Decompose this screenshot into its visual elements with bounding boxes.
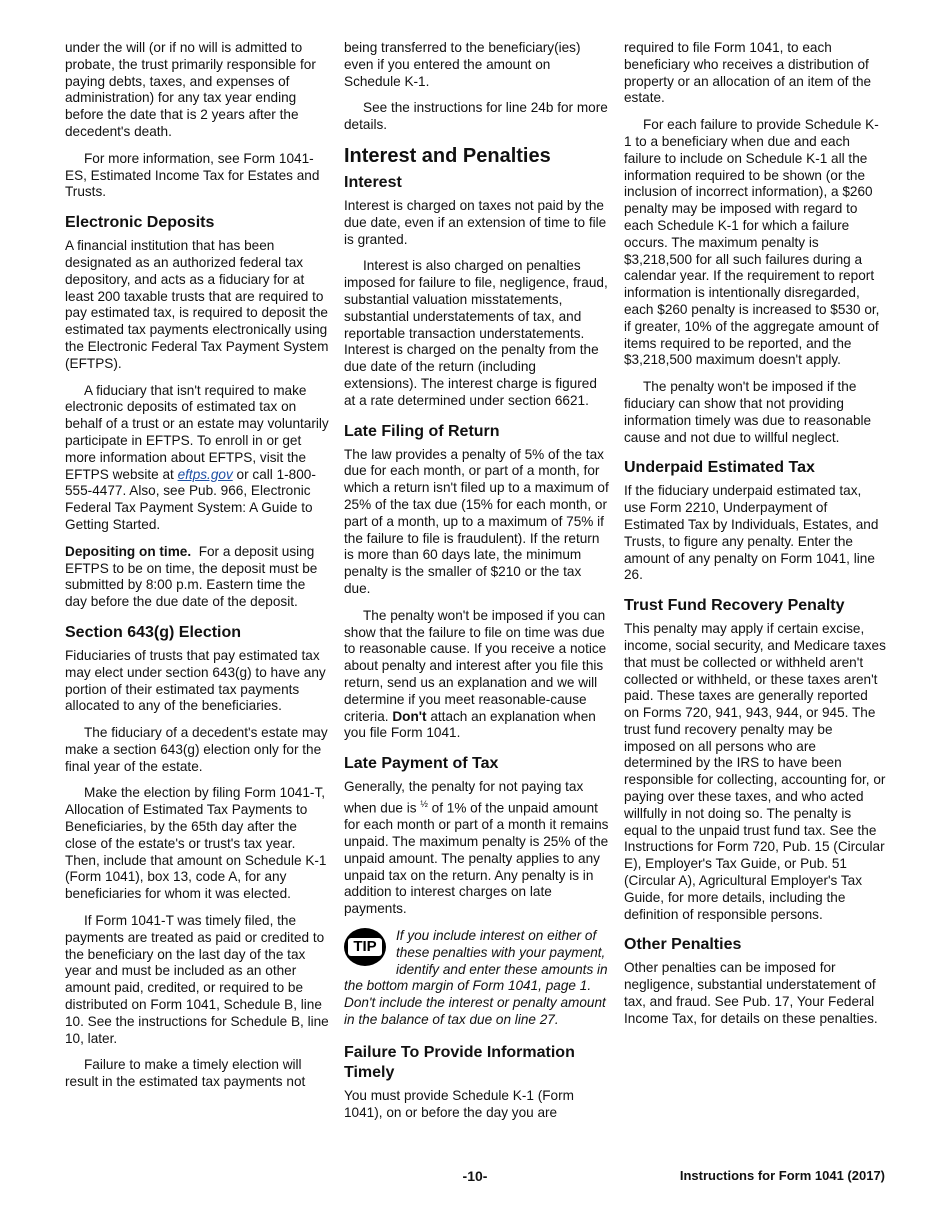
heading-trust-fund-recovery: Trust Fund Recovery Penalty — [624, 597, 845, 615]
heading-failure-to-provide: Failure To Provide Information Timely — [344, 1043, 575, 1081]
heading-underpaid-estimated-tax: Underpaid Estimated Tax — [624, 459, 815, 477]
heading-electronic-deposits: Electronic Deposits — [65, 214, 215, 232]
paragraph: Fiduciaries of trusts that pay estimated tax may elect under section 643(g) to have any portion of their estimated tax payments allocated to any of the beneficiaries. — [65, 647, 326, 714]
paragraph: Other penalties can be imposed for negligence, substantial understatement of tax, and fraud. See Pub. 17, Your Federal Income Tax, for details on these penalties. — [624, 960, 878, 1026]
heading-interest-and-penalties: Interest and Penalties — [344, 144, 551, 167]
paragraph: being transferred to the beneficiary(ies) even if you entered the amount on Schedule K-1. — [344, 40, 581, 89]
paragraph: required to file Form 1041, to each beneficiary who receives a distribution of property or an allocation of an item of the estate. — [624, 40, 872, 106]
paragraph: For each failure to provide Schedule K-1 to a beneficiary when due and each failure to include on Schedule K-1 all the information required to be shown (or the inclusion of incorrect information), a $260 penalty may be imposed with regard to each Schedule K-1 for which a failure occurs. The maximum penalty is $3,218,500 for all such failures during a calendar year. If the requirement to report information is intentionally disregarded, each $260 penalty is increased to $530 or, if greater, 10% of the aggregate amount of items required to be reported, and the $3,218,500 maximum doesn't apply. — [624, 117, 880, 368]
paragraph: The penalty won't be imposed if the fiduciary can show that not providing information timely was due to reasonable cause and not due to willful neglect. — [624, 379, 872, 445]
tip-box — [344, 928, 609, 1029]
paragraph: See the instructions for line 24b for more details. — [344, 100, 608, 133]
paragraph: This penalty may apply if certain excise, income, social security, and Medicare taxes that must be collected or withheld aren't collected or withheld, or these taxes aren't paid. These taxes are generally reported on Forms 720, 941, 943, 944, or 945. The trust fund recovery penalty may be imposed on all persons who are determined by the IRS to have been responsible for collecting, accounting for, or paying over these taxes, and who acted willfully in not doing so. The penalty is equal to the unpaid trust fund tax. See the Instructions for Form 720, Pub. 15 (Circular E), Employer's Tax Guide, or Pub. 51 (Circular A), Agricultural Employer's Tax Guide, for more details, including the definition of responsible persons. — [624, 621, 886, 922]
paragraph: For more information, see Form 1041-ES, Estimated Income Tax for Estates and Trusts. — [65, 150, 320, 200]
paragraph: The law provides a penalty of 5% of the tax due for each month, or part of a month, for which a return isn't filed up to a maximum of 25% of the tax due (15% for each month, or part of a month, up to a maximum of 75% if the failure to file is fraudulent). If the return is more than 60 days late, the minimum penalty is the smaller of $210 or the tax due. — [344, 446, 609, 596]
paragraph — [65, 383, 330, 534]
document-title: Instructions for Form 1041 (2017) — [679, 1168, 885, 1183]
text: For a deposit using EFTPS to be on time, the deposit must be submitted by 8:00 p.m. Eastern time the day before the due date of the deposit. — [65, 543, 318, 610]
column-2 — [344, 40, 609, 1131]
run-in-heading: Depositing on time. — [65, 543, 192, 559]
text: attach an explanation when you file Form 1041. — [344, 708, 596, 741]
paragraph: Interest is charged on taxes not paid by the due date, even if an extension of time to file is granted. — [344, 197, 607, 247]
text: of 1% of the unpaid amount for each month or part of a month it remains unpaid. The maximum penalty is 25% of the unpaid amount. The penalty applies to any unpaid tax on the return. Any penalty is in addition to interest charges on late payments. — [344, 800, 609, 917]
page-number: -10- — [462, 1168, 488, 1184]
paragraph: Failure to make a timely election will result in the estimated tax payments not — [65, 1057, 306, 1090]
tip-text: If you include interest on either of these penalties with your payment, identify and enter these amounts in the bottom margin of Form 1041, page 1. Don't include the interest or penalty amount in the balance of tax due on line 27. — [344, 928, 608, 1027]
paragraph: If Form 1041-T was timely filed, the payments are treated as paid or credited to the beneficiary on the last day of the tax year and must be included as an other amount paid, credited, or required to be distributed on Form 1041, Schedule B, line 10. See the instructions for Schedule B, line 10, later. — [65, 913, 329, 1046]
column-1 — [65, 40, 330, 1101]
emphasis: Don't — [392, 708, 427, 724]
paragraph — [344, 608, 609, 742]
paragraph: Make the election by filing Form 1041-T, Allocation of Estimated Tax Payments to Beneficiaries, by the 65th day after the close of the estate's or trust's tax year. Then, include that amount on Schedule K-1 (Form 1041), box 13, code A, for any beneficiaries for whom it was elected. — [65, 785, 327, 902]
paragraph — [344, 779, 609, 918]
paragraph: You must provide Schedule K-1 (Form 1041), on or before the day you are — [344, 1087, 574, 1120]
paragraph — [65, 544, 330, 611]
eftps-link[interactable]: eftps.gov — [177, 466, 233, 482]
tip-icon — [344, 928, 388, 966]
heading-late-filing: Late Filing of Return — [344, 422, 500, 440]
text: The penalty won't be imposed if you can show that the failure to file on time was due to reasonable cause. If you receive a notice about penalty and interest after you file this return, send us an explanation and we will determine if you meet reasonable-cause criteria. — [344, 607, 607, 724]
column-3 — [624, 40, 886, 1038]
fraction: ½ — [420, 798, 428, 809]
paragraph: A financial institution that has been designated as an authorized federal tax depository, and acts as a fiduciary for at least 200 taxable trusts that are required to pay estimated tax, is required to deposit the estimated tax payments electronically using the Electronic Federal Tax Payment System (EFTPS). — [65, 238, 329, 371]
text: A fiduciary that isn't required to make electronic deposits of estimated tax on behalf of a trust or an estate may voluntarily participate in EFTPS. To enroll in or get more information about EFTPS, visit the EFTPS website at — [65, 382, 329, 482]
heading-interest: Interest — [344, 173, 402, 191]
tip-label: TIP — [348, 938, 382, 956]
paragraph: Interest is also charged on penalties imposed for failure to file, negligence, fraud, substantial valuation misstatements, substantial understatements of tax, and reportable transaction understatements. Interest is charged on the penalty from the due date of the return (including extensions). The interest charge is figured at a rate determined under section 6621. — [344, 258, 608, 408]
heading-late-payment: Late Payment of Tax — [344, 755, 499, 773]
paragraph: under the will (or if no will is admitted to probate, the trust primarily responsible for paying debts, taxes, and expenses of administration) for any tax year ending before the date that is 2 years after the decedent's death. — [65, 40, 316, 139]
text: or call 1-800-555-4477. Also, see Pub. 966, Electronic Federal Tax Payment System: A Guide to Getting Started. — [65, 466, 316, 532]
paragraph: If the fiduciary underpaid estimated tax, use Form 2210, Underpayment of Estimated Tax by Individuals, Estates, and Trusts, to figure any penalty. Enter the amount of any penalty on Form 1041, line 26. — [624, 483, 879, 583]
heading-section-643g: Section 643(g) Election — [65, 623, 242, 641]
paragraph: The fiduciary of a decedent's estate may make a section 643(g) election only for the final year of the estate. — [65, 725, 328, 774]
text: Generally, the penalty for not paying tax when due is — [344, 779, 584, 816]
heading-other-penalties: Other Penalties — [624, 936, 742, 954]
